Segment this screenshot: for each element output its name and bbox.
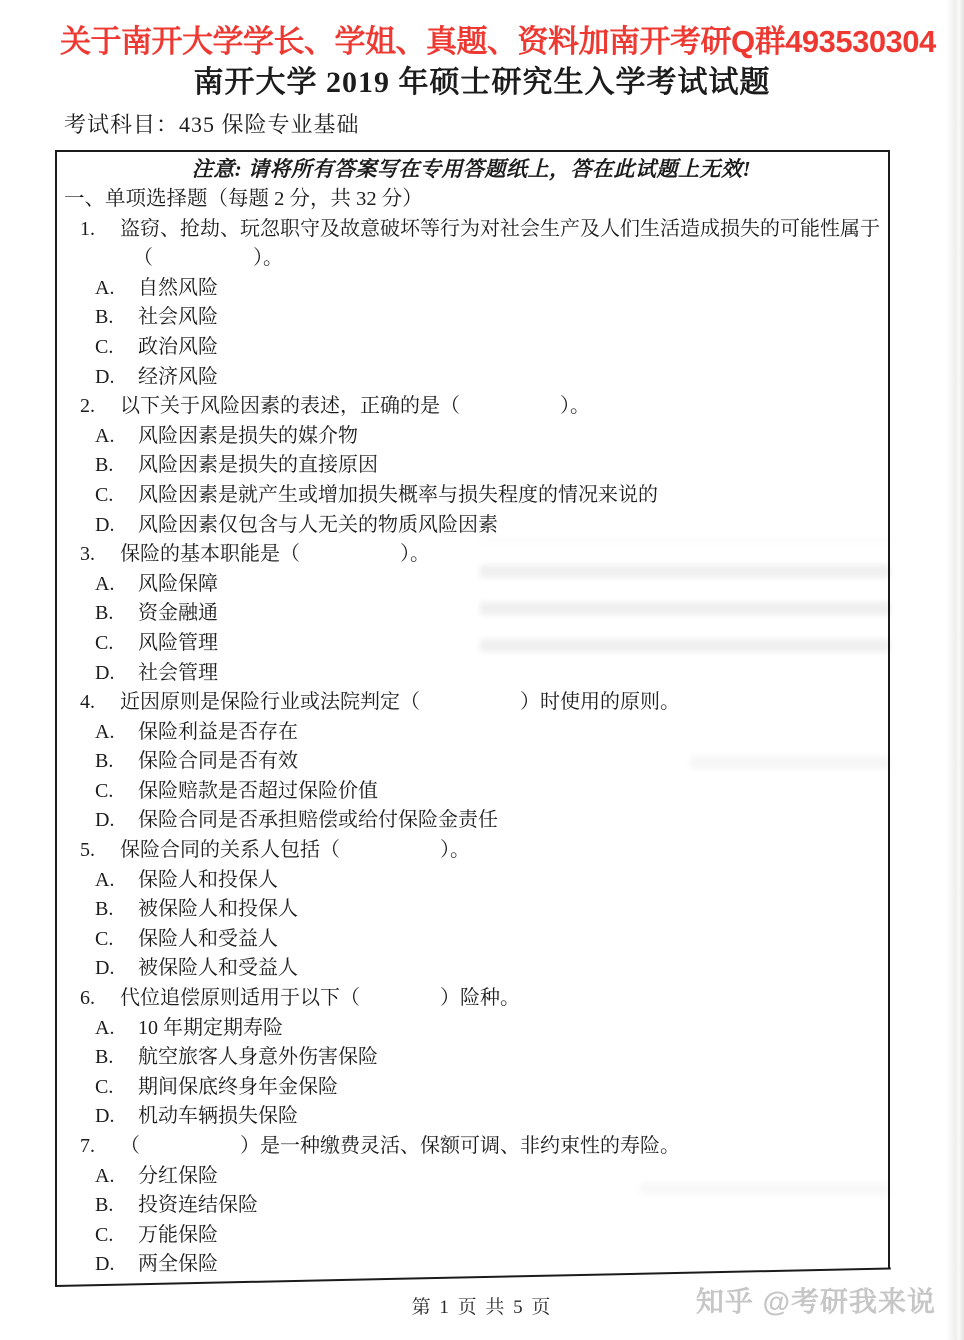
option-letter: B. [95, 1194, 114, 1217]
question-number: 4. [80, 691, 95, 714]
exam-box-border-top [55, 150, 890, 152]
option-text: 社会风险 [138, 306, 218, 329]
question-6 [55, 984, 888, 1014]
scan-edge-shadow [946, 0, 964, 1340]
option-letter: A. [95, 276, 115, 299]
question-5-option-c [55, 925, 888, 955]
question-7-option-a [55, 1162, 888, 1192]
option-text: 风险保障 [138, 572, 218, 595]
question-3-option-d [55, 659, 888, 689]
question-7-option-c [55, 1221, 888, 1251]
option-letter: C. [95, 1075, 114, 1098]
option-letter: D. [95, 1105, 115, 1128]
option-letter: B. [95, 454, 114, 477]
question-1-option-d [55, 363, 888, 393]
question-text: 保险合同的关系人包括（ ）。 [120, 839, 470, 862]
option-letter: C. [95, 1223, 114, 1246]
option-text: 航空旅客人身意外伤害保险 [138, 1046, 378, 1069]
question-1-blank: （ ）。 [133, 247, 283, 270]
option-letter: A. [95, 1016, 115, 1039]
question-5 [55, 836, 888, 866]
question-number: 2. [80, 395, 95, 418]
option-text: 期间保底终身年金保险 [138, 1075, 338, 1098]
option-text: 保险合同是否承担赔偿或给付保险金责任 [138, 809, 498, 832]
option-text: 风险管理 [138, 631, 218, 654]
option-letter: B. [95, 750, 114, 773]
option-text: 保险人和受益人 [138, 927, 278, 950]
option-text: 风险因素是损失的直接原因 [138, 454, 378, 477]
option-text: 社会管理 [138, 661, 218, 684]
question-4-option-c [55, 777, 888, 807]
question-5-option-b [55, 895, 888, 925]
option-letter: A. [95, 424, 115, 447]
question-5-option-d [55, 954, 888, 984]
option-text: 保险利益是否存在 [138, 720, 298, 743]
question-number: 1. [80, 217, 95, 240]
question-6-option-c [55, 1073, 888, 1103]
question-text: 以下关于风险因素的表述，正确的是（ ）。 [120, 395, 590, 418]
question-1-option-c [55, 333, 888, 363]
option-text: 被保险人和受益人 [138, 957, 298, 980]
question-6-option-d [55, 1102, 888, 1132]
question-6-option-b [55, 1043, 888, 1073]
option-letter: B. [95, 602, 114, 625]
option-letter: A. [95, 868, 115, 891]
question-number: 5. [80, 839, 95, 862]
option-text: 被保险人和投保人 [138, 898, 298, 921]
option-letter: C. [95, 483, 114, 506]
option-letter: D. [95, 365, 115, 388]
question-2-option-d [55, 511, 888, 541]
question-number: 6. [80, 987, 95, 1010]
question-2-option-c [55, 481, 888, 511]
question-text: （ ）是一种缴费灵活、保额可调、非约束性的寿险。 [120, 1135, 680, 1157]
exam-box-border-right [888, 150, 890, 1269]
question-3-option-c [55, 629, 888, 659]
question-4-option-a [55, 718, 888, 748]
section-heading: 一、单项选择题（每题 2 分，共 32 分） [64, 188, 423, 210]
option-text: 资金融通 [138, 602, 218, 625]
option-text: 投资连结保险 [138, 1194, 258, 1217]
page-number: 第 1 页 共 5 页 [411, 1297, 553, 1318]
option-letter: B. [95, 1046, 114, 1069]
question-7-option-b [55, 1191, 888, 1221]
promo-banner: 关于南开大学学长、学姐、真题、资料加南开考研Q群493530304 [60, 24, 936, 59]
question-4-option-b [55, 747, 888, 777]
option-letter: A. [95, 572, 115, 595]
option-text: 两全保险 [138, 1253, 218, 1276]
option-text: 机动车辆损失保险 [138, 1105, 298, 1128]
question-4-option-d [55, 806, 888, 836]
option-text: 风险因素是损失的媒介物 [138, 424, 358, 447]
question-1-option-a [55, 274, 888, 304]
question-text: 近因原则是保险行业或法院判定（ ）时使用的原则。 [120, 691, 680, 714]
option-text: 分红保险 [138, 1164, 218, 1187]
option-text: 保险合同是否有效 [138, 750, 298, 773]
question-number: 3. [80, 543, 95, 566]
option-text: 风险因素是就产生或增加损失概率与损失程度的情况来说的 [138, 483, 658, 506]
option-letter: B. [95, 898, 114, 921]
option-letter: C. [95, 631, 114, 654]
question-2-option-b [55, 451, 888, 481]
question-number: 7. [80, 1135, 95, 1157]
question-7 [55, 1132, 888, 1162]
question-7-option-d [55, 1250, 888, 1280]
question-text: 盗窃、抢劫、玩忽职守及故意破坏等行为对社会生产及人们生活造成损失的可能性属于 [120, 217, 880, 240]
question-text: 代位追偿原则适用于以下（ ）险种。 [120, 987, 520, 1010]
question-6-option-a [55, 1014, 888, 1044]
question-2-option-a [55, 422, 888, 452]
question-3-option-a [55, 570, 888, 600]
option-text: 10 年期定期寿险 [138, 1016, 283, 1039]
option-text: 保险人和投保人 [138, 868, 278, 891]
question-text: 保险的基本职能是（ ）。 [120, 543, 430, 566]
option-text: 风险因素仅包含与人无关的物质风险因素 [138, 513, 498, 536]
option-text: 万能保险 [138, 1223, 218, 1246]
option-letter: C. [95, 779, 114, 802]
question-1-option-b [55, 303, 888, 333]
question-3-option-b [55, 599, 888, 629]
question-1 [55, 215, 888, 245]
option-letter: D. [95, 661, 115, 684]
question-4 [55, 688, 888, 718]
option-letter: D. [95, 513, 115, 536]
question-3 [55, 540, 888, 570]
exam-content [55, 154, 888, 1280]
exam-title: 南开大学 2019 年硕士研究生入学考试试题 [193, 66, 771, 99]
answer-sheet-notice: 注意: 请将所有答案写在专用答题纸上，答在此试题上无效! [191, 157, 752, 181]
option-text: 政治风险 [138, 335, 218, 358]
exam-subject-line: 考试科目：435 保险专业基础 [64, 112, 360, 137]
option-letter: D. [95, 1253, 115, 1276]
option-letter: C. [95, 927, 114, 950]
option-text: 经济风险 [138, 365, 218, 388]
option-letter: D. [95, 957, 115, 980]
option-letter: D. [95, 809, 115, 832]
option-letter: A. [95, 1164, 115, 1187]
question-2 [55, 392, 888, 422]
option-letter: B. [95, 306, 114, 329]
option-letter: C. [95, 335, 114, 358]
option-letter: A. [95, 720, 115, 743]
question-5-option-a [55, 866, 888, 896]
option-text: 保险赔款是否超过保险价值 [138, 779, 378, 802]
zhihu-watermark: 知乎 @考研我来说 [695, 1286, 936, 1317]
option-text: 自然风险 [138, 276, 218, 299]
